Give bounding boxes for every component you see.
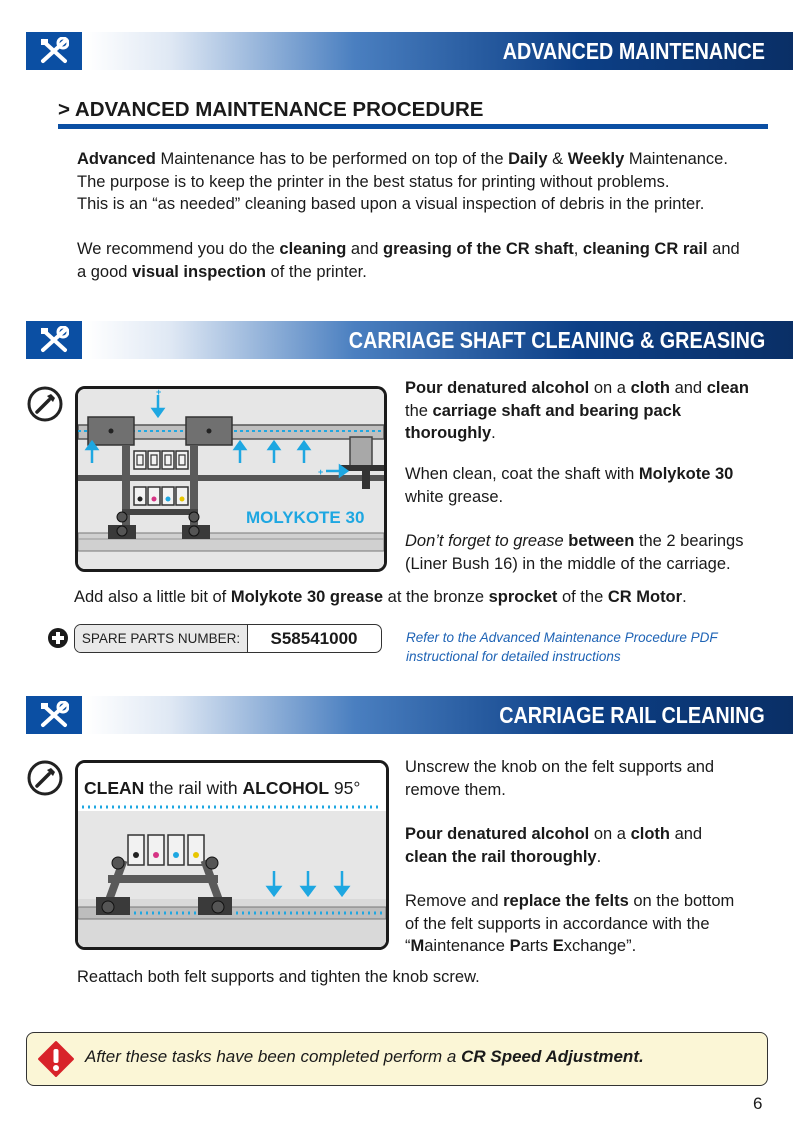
warning-icon: [37, 1040, 75, 1078]
rail-step-2: Pour denatured alcohol on a cloth and clean the rail thoroughly.: [405, 825, 703, 866]
rail-step-1: Unscrew the knob on the felt supports and remove them.: [405, 758, 715, 799]
tools-icon: [39, 326, 69, 354]
shaft-step-1: Pour denatured alcohol on a cloth and clean the carriage shaft and bearing pack thoroughly.: [405, 379, 749, 442]
tools-icon: [39, 37, 69, 65]
plus-circle-icon: [47, 627, 69, 649]
carriage-drawing: [78, 389, 384, 569]
page-number: 6: [753, 1094, 763, 1113]
heading-marker: >: [58, 98, 70, 121]
svg-text:+: +: [156, 389, 162, 397]
shaft-step-2: When clean, coat the shaft with Molykote 30 white grease.: [405, 465, 734, 506]
intro-paragraph: Advanced Maintenance has to be performed on top of the Daily & Weekly Maintenance. The purpose is to keep the printer in the best status for printing without problems. This is an “as needed” cleaning based upon a visual inspection of debris in the printer.: [77, 150, 728, 213]
tools-icon: [39, 701, 69, 729]
shaft-step-4: Add also a little bit of Molykote 30 grease at the bronze sprocket of the CR Motor.: [74, 588, 687, 606]
carriage-shaft-illustration: [75, 386, 387, 572]
shaft-step-3: Don’t forget to grease between the 2 bearings (Liner Bush 16) in the middle of the carriage.: [405, 532, 744, 573]
banner-title: CARRIAGE RAIL CLEANING: [499, 702, 765, 728]
heading-text: ADVANCED MAINTENANCE PROCEDURE: [74, 98, 484, 121]
section-banner-carriage-shaft: [26, 321, 793, 359]
banner-title: ADVANCED MAINTENANCE: [502, 38, 765, 64]
svg-text:+: +: [318, 467, 324, 477]
procedure-heading: [58, 98, 483, 122]
section-banner-carriage-rail: [26, 696, 793, 734]
heading-underline: [58, 124, 768, 129]
clean-rail-caption: CLEAN the rail with ALCOHOL 95°: [84, 778, 361, 798]
recommendation-paragraph: We recommend you do the cleaning and greasing of the CR shaft, cleaning CR rail and a good visual inspection of the printer.: [77, 240, 740, 281]
spare-parts-number: S58541000: [270, 629, 358, 648]
molykote-label: MOLYKOTE 30: [246, 508, 365, 527]
banner-title: CARRIAGE SHAFT CLEANING & GREASING: [348, 327, 765, 353]
refer-note: Refer to the Advanced Maintenance Procedure PDF instructional for detailed instructions: [406, 630, 718, 664]
rail-step-3: Remove and replace the felts on the bottom of the felt supports in accordance with the “Maintenance Parts Exchange”.: [405, 892, 735, 955]
spare-parts-box: [74, 624, 382, 653]
spare-parts-label: SPARE PARTS NUMBER:: [75, 625, 248, 652]
note-text: After these tasks have been completed perform a CR Speed Adjustment.: [85, 1047, 644, 1066]
screwdriver-icon: [27, 760, 63, 796]
completion-note: [26, 1032, 768, 1086]
carriage-rail-illustration: [75, 760, 389, 950]
screwdriver-icon: [27, 386, 63, 422]
section-banner-advanced-maintenance: [26, 32, 793, 70]
rail-step-4: Reattach both felt supports and tighten the knob screw.: [77, 968, 480, 986]
